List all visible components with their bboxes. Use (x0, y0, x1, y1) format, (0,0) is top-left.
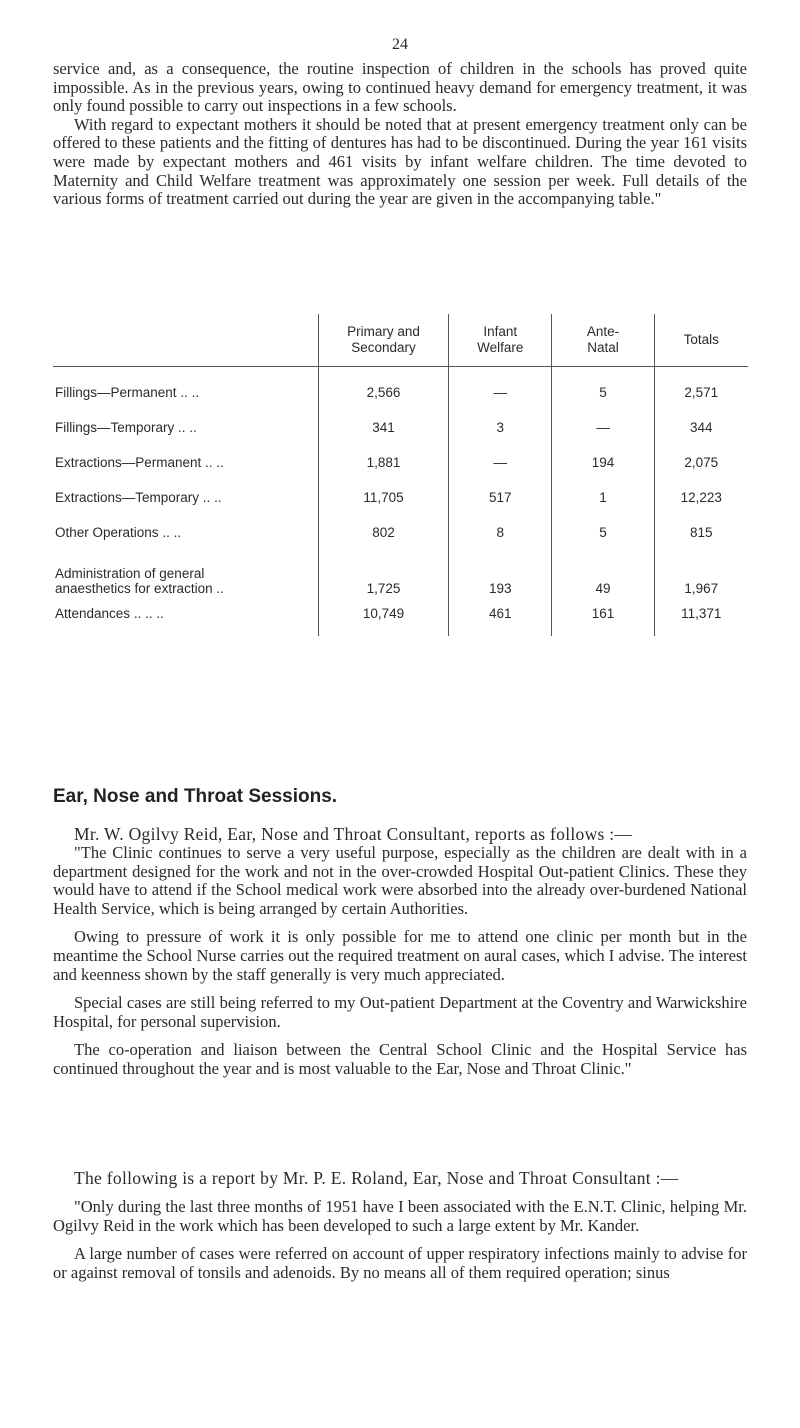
cell-value: 194 (552, 445, 654, 480)
cell-value: — (449, 445, 552, 480)
ent-paragraph-2: Owing to pressure of work it is only possible for me to attend one clinic per month but in the meantime the School Nurse carries out the required treatment on aural cases, which I advise. The interest and keenness shown by the staff generally is very much appreciated. (53, 927, 747, 984)
cell-value: 517 (449, 480, 552, 515)
cell-value: 2,075 (654, 445, 748, 480)
dental-treatment-table (53, 314, 748, 636)
cell-value: 11,371 (654, 602, 748, 636)
table-row (53, 480, 748, 515)
cell-value: 1,967 (654, 550, 748, 602)
cell-value: 1,725 (318, 550, 448, 602)
row-label: Other Operations .. .. (55, 525, 182, 540)
intro-paragraph-2: With regard to expectant mothers it should be noted that at present emergency treatment only can be offered to these patients and the fitting of dentures has had to be discontinued. During the year 161 visits were made by expectant mothers and 461 visits by infant welfare children. The time devoted to Maternity and Child Welfare treatment was approximately one session per week. Full details of the various forms of treatment carried out during the year are given in the accompanying table." (53, 114, 747, 209)
cell-value: — (449, 367, 552, 411)
roland-paragraph-1: "Only during the last three months of 1951 have I been associated with the E.N.T. Clinic, helping Mr. Ogilvy Reid in the work which has been developed to such a large extent by Mr. Kander. (53, 1197, 747, 1235)
ent-paragraph-1: "The Clinic continues to serve a very useful purpose, especially as the children are dealt with in a department designed for the work and not in the over-crowded Hospital Out-patient Clinics. These they would have to attend if the School medical work were absorbed into the already over-burdened National Health Service, which is being arranged by certain Authorities. (53, 843, 747, 918)
cell-value: 341 (318, 410, 448, 445)
cell-value: 161 (552, 602, 654, 636)
cell-value: 802 (318, 515, 448, 550)
table-header-ante-natal: Ante- Natal (552, 314, 654, 367)
ent-paragraph-4: The co-operation and liaison between the Central School Clinic and the Hospital Service has continued throughout the year and is most valuable to the Ear, Nose and Throat Clinic." (53, 1040, 747, 1078)
cell-value: 193 (449, 550, 552, 602)
row-label: Attendances .. .. .. (55, 606, 164, 621)
table-header-primary-secondary: Primary and Secondary (318, 314, 448, 367)
cell-value: 815 (654, 515, 748, 550)
cell-value: 49 (552, 550, 654, 602)
table-header-row (53, 314, 748, 367)
table-header-infant-welfare: Infant Welfare (449, 314, 552, 367)
cell-value: 1,881 (318, 445, 448, 480)
cell-value: 5 (552, 515, 654, 550)
row-label: Fillings—Temporary .. .. (55, 420, 197, 435)
cell-value: — (552, 410, 654, 445)
cell-value: 8 (449, 515, 552, 550)
cell-value: 3 (449, 410, 552, 445)
cell-value: 461 (449, 602, 552, 636)
cell-value: 344 (654, 410, 748, 445)
ent-report-reid (53, 824, 747, 1079)
table-row (53, 445, 748, 480)
cell-value: 10,749 (318, 602, 448, 636)
table-row (53, 550, 748, 602)
row-label: Administration of general anaesthetics for extraction .. (55, 566, 224, 596)
intro-paragraph-1: service and, as a consequence, the routine inspection of children in the schools has proved quite impossible. As in the previous years, owing to continued heavy demand for emergency treatment, it was only found possible to carry out inspections in a few schools. (53, 59, 747, 116)
table-row (53, 515, 748, 550)
cell-value: 1 (552, 480, 654, 515)
intro-section (53, 60, 747, 209)
table-row (53, 602, 748, 636)
ent-lead-paragraph: Mr. W. Ogilvy Reid, Ear, Nose and Throat Consultant, reports as follows :— (74, 824, 633, 844)
roland-lead-paragraph: The following is a report by Mr. P. E. Roland, Ear, Nose and Throat Consultant :— (74, 1168, 679, 1188)
cell-value: 11,705 (318, 480, 448, 515)
cell-value: 2,571 (654, 367, 748, 411)
ent-paragraph-3: Special cases are still being referred to my Out-patient Department at the Coventry and Warwickshire Hospital, for personal supervision. (53, 993, 747, 1031)
page-number: 24 (392, 36, 408, 53)
cell-value: 5 (552, 367, 654, 411)
table-header-totals: Totals (654, 314, 748, 367)
row-label: Extractions—Temporary .. .. (55, 490, 222, 505)
table-row (53, 367, 748, 411)
ent-report-roland (53, 1168, 747, 1282)
section-heading-ent: Ear, Nose and Throat Sessions. (53, 786, 338, 807)
table-row (53, 410, 748, 445)
table-header-label-column (53, 314, 318, 367)
row-label: Extractions—Permanent .. .. (55, 455, 224, 470)
cell-value: 12,223 (654, 480, 748, 515)
row-label: Fillings—Permanent .. .. (55, 385, 200, 400)
cell-value: 2,566 (318, 367, 448, 411)
roland-paragraph-2: A large number of cases were referred on account of upper respiratory infections mainly to advise for or against removal of tonsils and adenoids. By no means all of them required operation; sinus (53, 1244, 747, 1282)
